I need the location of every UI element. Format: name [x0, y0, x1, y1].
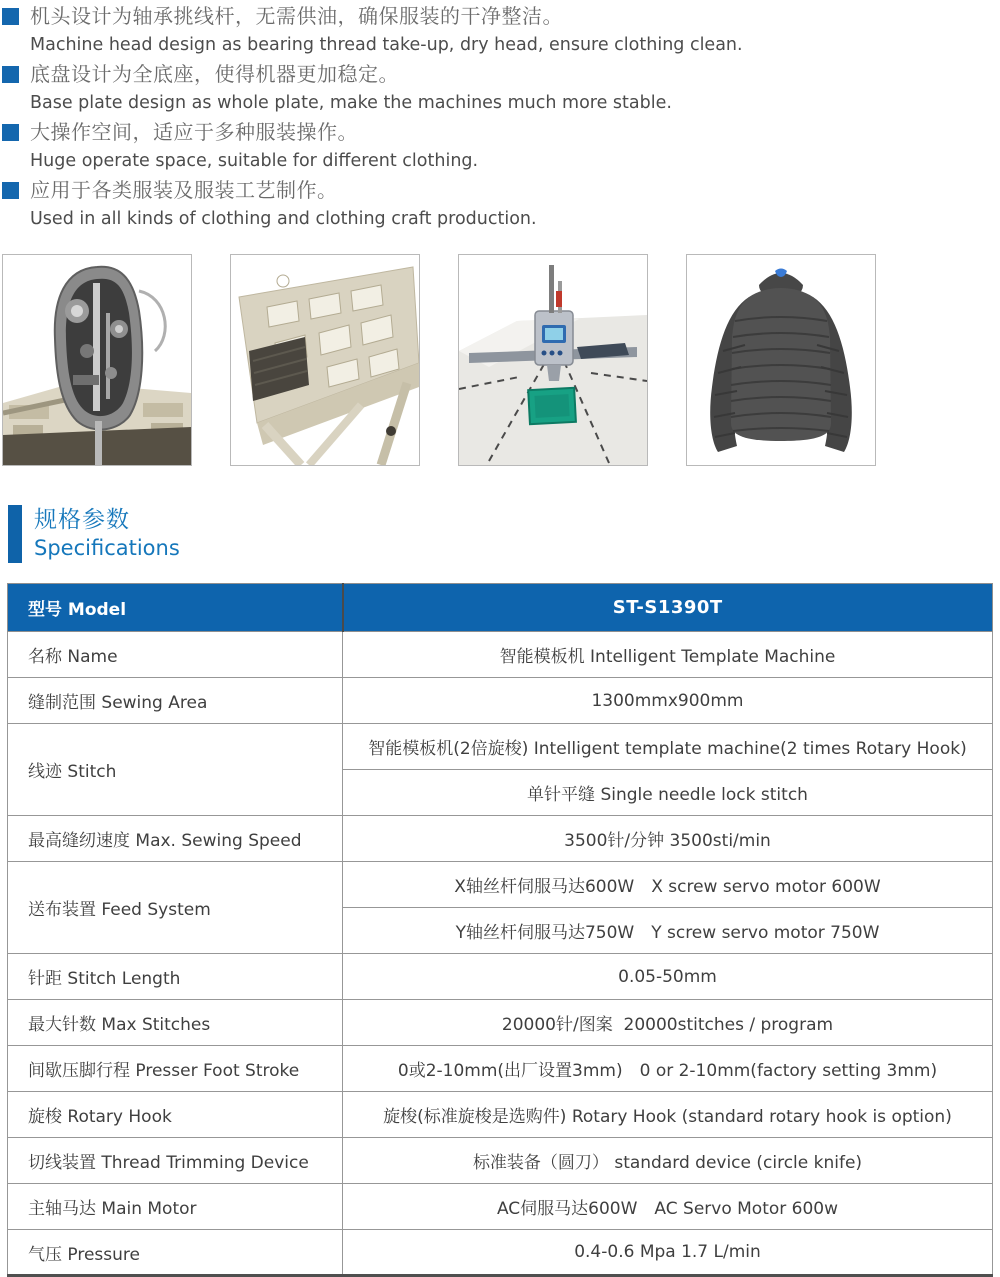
feature-line-zh [2, 2, 1000, 31]
jacket-sample-photo [687, 255, 875, 465]
spec-value: 智能模板机(2倍旋梭) Intelligent template machine(2 times Rotary Hook) [343, 724, 993, 770]
spec-value: 旋梭(标准旋梭是选购件) Rotary Hook (standard rotary hook is option) [343, 1092, 993, 1138]
spec-value: 0.4-0.6 Mpa 1.7 L/min [343, 1230, 993, 1276]
spec-table-row [8, 678, 993, 724]
feature-text-zh: 大操作空间，适应于多种服装操作。 [30, 120, 358, 144]
section-title-zh: 规格参数 [34, 507, 130, 533]
feature-list [0, 0, 1000, 234]
feature-item [2, 118, 1000, 176]
spec-label: 缝制范围 Sewing Area [8, 678, 343, 724]
feature-text-en: Machine head design as bearing thread take-up, dry head, ensure clothing clean. [30, 35, 743, 55]
spec-value: AC伺服马达600W AC Servo Motor 600w [343, 1184, 993, 1230]
spec-table-row [8, 1230, 993, 1276]
spec-label: 切线装置 Thread Trimming Device [8, 1138, 343, 1184]
spec-label: 气压 Pressure [8, 1230, 343, 1276]
spec-label: 旋梭 Rotary Hook [8, 1092, 343, 1138]
spec-header-model-value: ST-S1390T [343, 584, 993, 632]
feature-line-zh [2, 60, 1000, 89]
feature-line-zh [2, 118, 1000, 147]
spec-table [7, 583, 993, 1277]
spec-table-row [8, 1092, 993, 1138]
spec-label: 线迹 Stitch [8, 724, 343, 816]
spec-label: 名称 Name [8, 632, 343, 678]
spec-value: 0或2-10mm(出厂设置3mm) 0 or 2-10mm(factory setting 3mm) [343, 1046, 993, 1092]
feature-text-zh: 应用于各类服装及服装工艺制作。 [30, 178, 338, 202]
spec-label: 主轴马达 Main Motor [8, 1184, 343, 1230]
spec-table-row [8, 1138, 993, 1184]
feature-text-en: Base plate design as whole plate, make the machines much more stable. [30, 93, 672, 113]
spec-value: 0.05-50mm [343, 954, 993, 1000]
spec-label: 最大针数 Max Stitches [8, 1000, 343, 1046]
spec-header-model-label: 型号 Model [8, 584, 343, 632]
photo-sewing-area [458, 254, 648, 466]
feature-line-zh [2, 176, 1000, 205]
heading-accent-bar-icon [8, 505, 22, 563]
spec-value: X轴丝杆伺服马达600W X screw servo motor 600W [343, 862, 993, 908]
spec-value: 3500针/分钟 3500sti/min [343, 816, 993, 862]
spec-label: 送布装置 Feed System [8, 862, 343, 954]
spec-table-row [8, 1184, 993, 1230]
spec-table-row [8, 816, 993, 862]
spec-value: 标准装备（圆刀） standard device (circle knife) [343, 1138, 993, 1184]
photo-jacket [686, 254, 876, 466]
spec-value: 20000针/图案 20000stitches / program [343, 1000, 993, 1046]
spec-table-row [8, 862, 993, 908]
feature-item [2, 2, 1000, 60]
spec-value: 单针平缝 Single needle lock stitch [343, 770, 993, 816]
spec-label: 最高缝纫速度 Max. Sewing Speed [8, 816, 343, 862]
spec-label: 针距 Stitch Length [8, 954, 343, 1000]
sewing-area-template-photo [459, 255, 647, 465]
spec-table-row [8, 724, 993, 770]
bullet-square-icon [2, 182, 19, 199]
spec-table-row [8, 954, 993, 1000]
feature-item [2, 60, 1000, 118]
bullet-square-icon [2, 8, 19, 25]
feature-text-zh: 底盘设计为全底座，使得机器更加稳定。 [30, 62, 399, 86]
specifications-heading [8, 505, 1000, 563]
spec-table-row [8, 1000, 993, 1046]
photo-machine-head [2, 254, 192, 466]
feature-item [2, 176, 1000, 234]
photo-base-plate [230, 254, 420, 466]
spec-table-header-row [8, 584, 993, 632]
bullet-square-icon [2, 66, 19, 83]
feature-text-en: Huge operate space, suitable for different clothing. [30, 151, 479, 171]
section-title-en: Specifications [34, 536, 180, 560]
spec-label: 间歇压脚行程 Presser Foot Stroke [8, 1046, 343, 1092]
machine-head-internal-photo [3, 255, 191, 465]
spec-table-row [8, 632, 993, 678]
feature-text-zh: 机头设计为轴承挑线杆，无需供油，确保服装的干净整洁。 [30, 4, 563, 28]
spec-value: Y轴丝杆伺服马达750W Y screw servo motor 750W [343, 908, 993, 954]
feature-text-en: Used in all kinds of clothing and clothing craft production. [30, 209, 537, 229]
spec-value: 1300mmx900mm [343, 678, 993, 724]
spec-table-row [8, 1046, 993, 1092]
spec-value: 智能模板机 Intelligent Template Machine [343, 632, 993, 678]
bullet-square-icon [2, 124, 19, 141]
base-plate-frame-photo [231, 255, 419, 465]
product-photo-gallery [2, 254, 876, 466]
